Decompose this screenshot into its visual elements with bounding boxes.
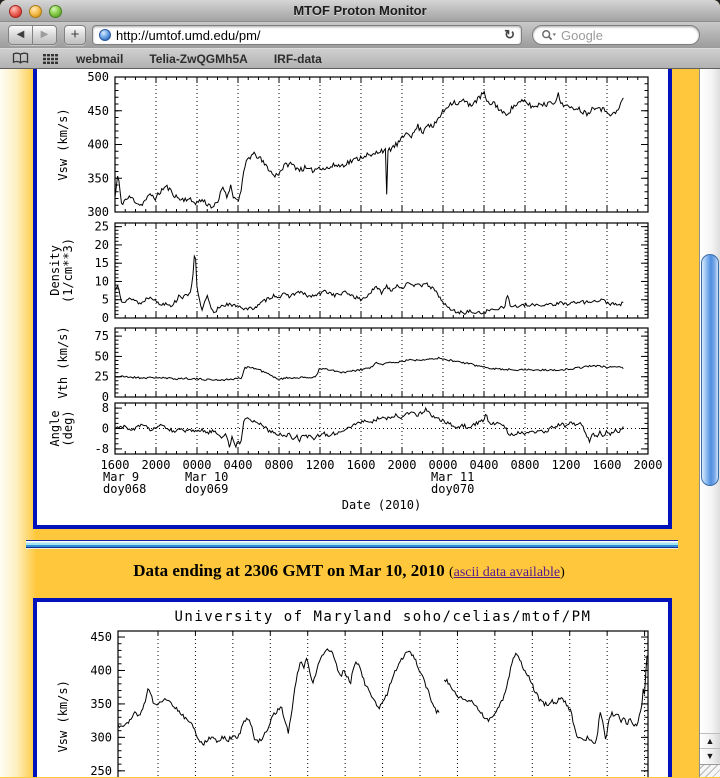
y-axis-title: Angle	[48, 410, 62, 447]
window-resize-grip[interactable]	[700, 764, 720, 777]
y-tick-label: 300	[87, 205, 109, 219]
paren-open-char: (	[448, 565, 454, 580]
scroll-down-button[interactable]	[700, 748, 720, 763]
data-series-density	[115, 256, 623, 314]
search-input[interactable]	[532, 25, 700, 45]
plot-frame	[115, 223, 648, 318]
y-tick-label: 300	[90, 730, 112, 745]
x-tick-label: 1600	[100, 458, 130, 472]
add-bookmark-button[interactable]	[64, 25, 86, 45]
minimize-button[interactable]	[29, 5, 42, 18]
x-tick-label: 1200	[305, 458, 335, 472]
y-tick-label: 0	[101, 390, 109, 404]
proton-monitor-3day-plot-panel	[33, 69, 672, 529]
bookmark-item-irf-data[interactable]: IRF-data	[273, 51, 322, 66]
y-tick-label: 400	[87, 137, 109, 152]
y-tick-label: 450	[90, 630, 112, 645]
forward-icon: ▶	[40, 29, 49, 40]
y-tick-label: 500	[87, 70, 109, 84]
back-button[interactable]	[8, 25, 33, 45]
data-ending-heading	[0, 561, 698, 581]
y-tick-label: 10	[94, 274, 109, 289]
y-tick-label: -8	[94, 441, 109, 456]
window-title: MTOF Proton Monitor	[293, 3, 427, 18]
y-tick-label: 50	[94, 349, 109, 364]
y-axis-title: Vsw (km/s)	[56, 108, 70, 181]
url-text[interactable]: http://umtof.umd.edu/pm/	[116, 27, 261, 43]
back-icon: ◀	[16, 29, 25, 40]
search-icon	[541, 29, 557, 42]
x-tick-label: 2000	[633, 458, 663, 472]
paren-close-char: )	[560, 565, 565, 580]
bookmarks-book-icon[interactable]	[12, 52, 29, 65]
arrow-up-icon: ▲	[705, 736, 715, 746]
x-axis-title: Date (2010)	[341, 498, 422, 512]
scroll-up-button[interactable]	[700, 733, 720, 748]
y-axis-title: (1/cm**3)	[61, 237, 75, 304]
plot-frame	[115, 328, 648, 397]
forward-button[interactable]	[32, 25, 57, 45]
doy-mark: doy069	[185, 482, 229, 496]
top-sites-grid-icon[interactable]	[43, 53, 58, 65]
plus-icon: +	[70, 26, 80, 43]
zoom-button[interactable]	[49, 5, 62, 18]
data-ending-text: Data ending at 2306 GMT on Mar 10, 2010	[133, 561, 445, 580]
date-mark: Mar 10	[185, 470, 229, 484]
y-tick-label: 20	[94, 237, 109, 252]
title-bar[interactable]	[0, 0, 720, 22]
x-tick-label: 0400	[469, 458, 499, 472]
latest-solar-wind-plot	[37, 602, 668, 777]
y-axis-title: (deg)	[61, 410, 75, 447]
x-tick-label: 0400	[223, 458, 253, 472]
y-tick-label: 75	[94, 329, 109, 344]
x-tick-label: 1600	[592, 458, 622, 472]
browser-toolbar	[0, 22, 720, 48]
y-tick-label: 450	[87, 103, 109, 118]
three-day-solar-wind-plot	[37, 69, 668, 525]
y-tick-label: 250	[90, 763, 112, 777]
reload-icon[interactable]: ↻	[504, 27, 515, 42]
y-tick-label: 350	[87, 171, 109, 186]
date-mark: Mar 9	[103, 470, 140, 484]
doy-mark: doy068	[103, 482, 147, 496]
x-tick-label: 0000	[428, 458, 458, 472]
y-tick-label: 350	[90, 696, 112, 711]
data-series-vsw	[115, 92, 623, 209]
bookmark-item-webmail[interactable]: webmail	[76, 51, 124, 66]
y-tick-label: 25	[94, 369, 109, 384]
bookmarks-bar	[0, 48, 720, 69]
x-tick-label: 1600	[346, 458, 376, 472]
y-tick-label: 15	[94, 256, 109, 271]
x-tick-label: 2000	[387, 458, 417, 472]
doy-mark: doy070	[431, 482, 475, 496]
x-tick-label: 0000	[182, 458, 212, 472]
y-axis-title: Vsw (km/s)	[56, 680, 70, 753]
bookmark-item-telia[interactable]: Telia-ZwQGMh5A	[149, 51, 248, 66]
plot-frame	[115, 403, 648, 454]
y-tick-label: 0	[101, 421, 109, 436]
data-series-vth	[115, 357, 623, 380]
y-tick-label: 400	[90, 663, 112, 678]
site-favicon-icon	[99, 29, 111, 41]
x-tick-label: 0800	[510, 458, 540, 472]
y-tick-label: 5	[101, 292, 109, 307]
page-left-gradient	[0, 69, 36, 777]
chart-title: University of Maryland soho/celias/mtof/PM	[174, 609, 592, 625]
x-tick-label: 0800	[264, 458, 294, 472]
proton-monitor-latest-plot-panel	[33, 598, 672, 777]
scrollbar-thumb[interactable]	[701, 254, 719, 486]
page-content	[0, 69, 720, 777]
search-placeholder: Google	[561, 27, 603, 43]
x-tick-label: 2000	[141, 458, 171, 472]
y-tick-label: 25	[94, 219, 109, 234]
plot-frame	[115, 77, 648, 212]
address-bar[interactable]	[92, 25, 522, 45]
vertical-scrollbar[interactable]	[699, 69, 720, 777]
data-series-angle	[115, 408, 623, 447]
section-divider	[26, 540, 678, 549]
y-axis-title: Vth (km/s)	[56, 326, 70, 399]
close-button[interactable]	[9, 5, 22, 18]
date-mark: Mar 11	[431, 470, 475, 484]
y-axis-title: Density	[48, 245, 62, 296]
arrow-down-icon: ▼	[705, 751, 715, 761]
ascii-data-link[interactable]: ascii data available	[453, 565, 561, 580]
y-tick-label: 0	[101, 311, 109, 325]
x-tick-label: 1200	[551, 458, 581, 472]
y-tick-label: 8	[101, 401, 109, 416]
